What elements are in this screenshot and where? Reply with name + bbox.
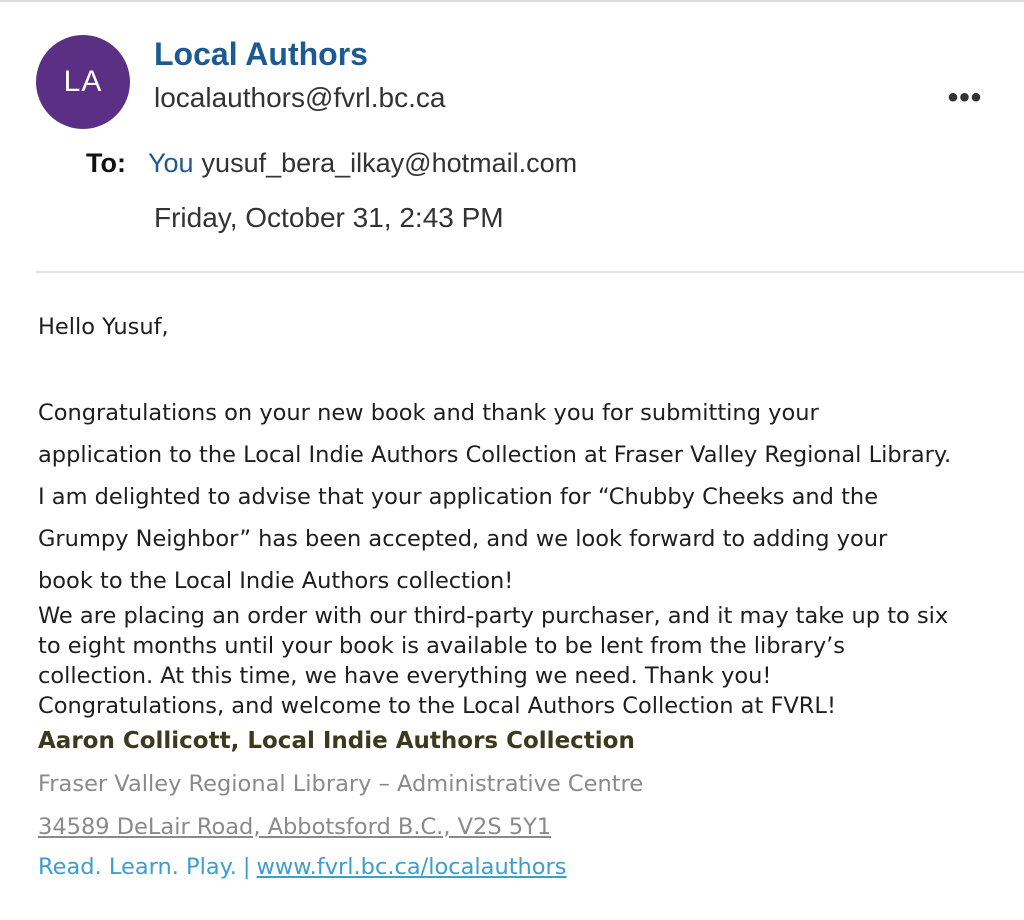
body-line: book to the Local Indie Authors collection! xyxy=(38,568,514,594)
paragraph-congratulations xyxy=(38,396,1008,606)
signature-organization: Fraser Valley Regional Library – Administrative Centre xyxy=(38,771,644,797)
header-divider xyxy=(36,271,1024,273)
body-line: I am delighted to advise that your application for “Chubby Cheeks and the xyxy=(38,484,879,510)
signature-tagline xyxy=(38,854,567,880)
to-label: To: xyxy=(86,148,126,178)
website-link[interactable]: www.fvrl.bc.ca/localauthors xyxy=(256,854,567,880)
sender-avatar[interactable] xyxy=(36,35,130,129)
recipient-you[interactable]: You xyxy=(147,148,194,178)
paragraph-order-info xyxy=(38,601,1008,721)
sender-email[interactable]: localauthors@fvrl.bc.ca xyxy=(154,82,446,113)
more-options-button[interactable] xyxy=(938,78,992,118)
body-line: to eight months until your book is available to be lent from the library’s xyxy=(38,633,846,659)
body-line: We are placing an order with our third-party purchaser, and it may take up to six xyxy=(38,603,949,629)
recipient-row xyxy=(86,148,577,179)
top-divider xyxy=(0,0,1024,2)
signature-name: Aaron Collicott, Local Indie Authors Collection xyxy=(38,728,635,754)
sent-date: Friday, October 31, 2:43 PM xyxy=(154,202,504,233)
body-line: collection. At this time, we have everything we need. Thank you! xyxy=(38,663,772,689)
recipient-email[interactable]: yusuf_bera_ilkay@hotmail.com xyxy=(201,148,578,178)
sender-name[interactable]: Local Authors xyxy=(154,36,368,72)
body-line: Grumpy Neighbor” has been accepted, and we look forward to adding your xyxy=(38,526,888,552)
body-line: application to the Local Indie Authors Collection at Fraser Valley Regional Library. xyxy=(38,442,952,468)
more-horizontal-icon: ••• xyxy=(947,81,983,114)
tagline-separator: | xyxy=(242,854,251,880)
body-line: Congratulations on your new book and thank you for submitting your xyxy=(38,400,819,426)
greeting: Hello Yusuf, xyxy=(38,314,169,340)
body-line: Congratulations, and welcome to the Local Authors Collection at FVRL! xyxy=(38,693,836,719)
signature-address-link[interactable]: 34589 DeLair Road, Abbotsford B.C., V2S 5Y1 xyxy=(38,814,552,840)
tagline-text: Read. Learn. Play. xyxy=(38,854,237,880)
avatar-initials: LA xyxy=(63,65,103,98)
